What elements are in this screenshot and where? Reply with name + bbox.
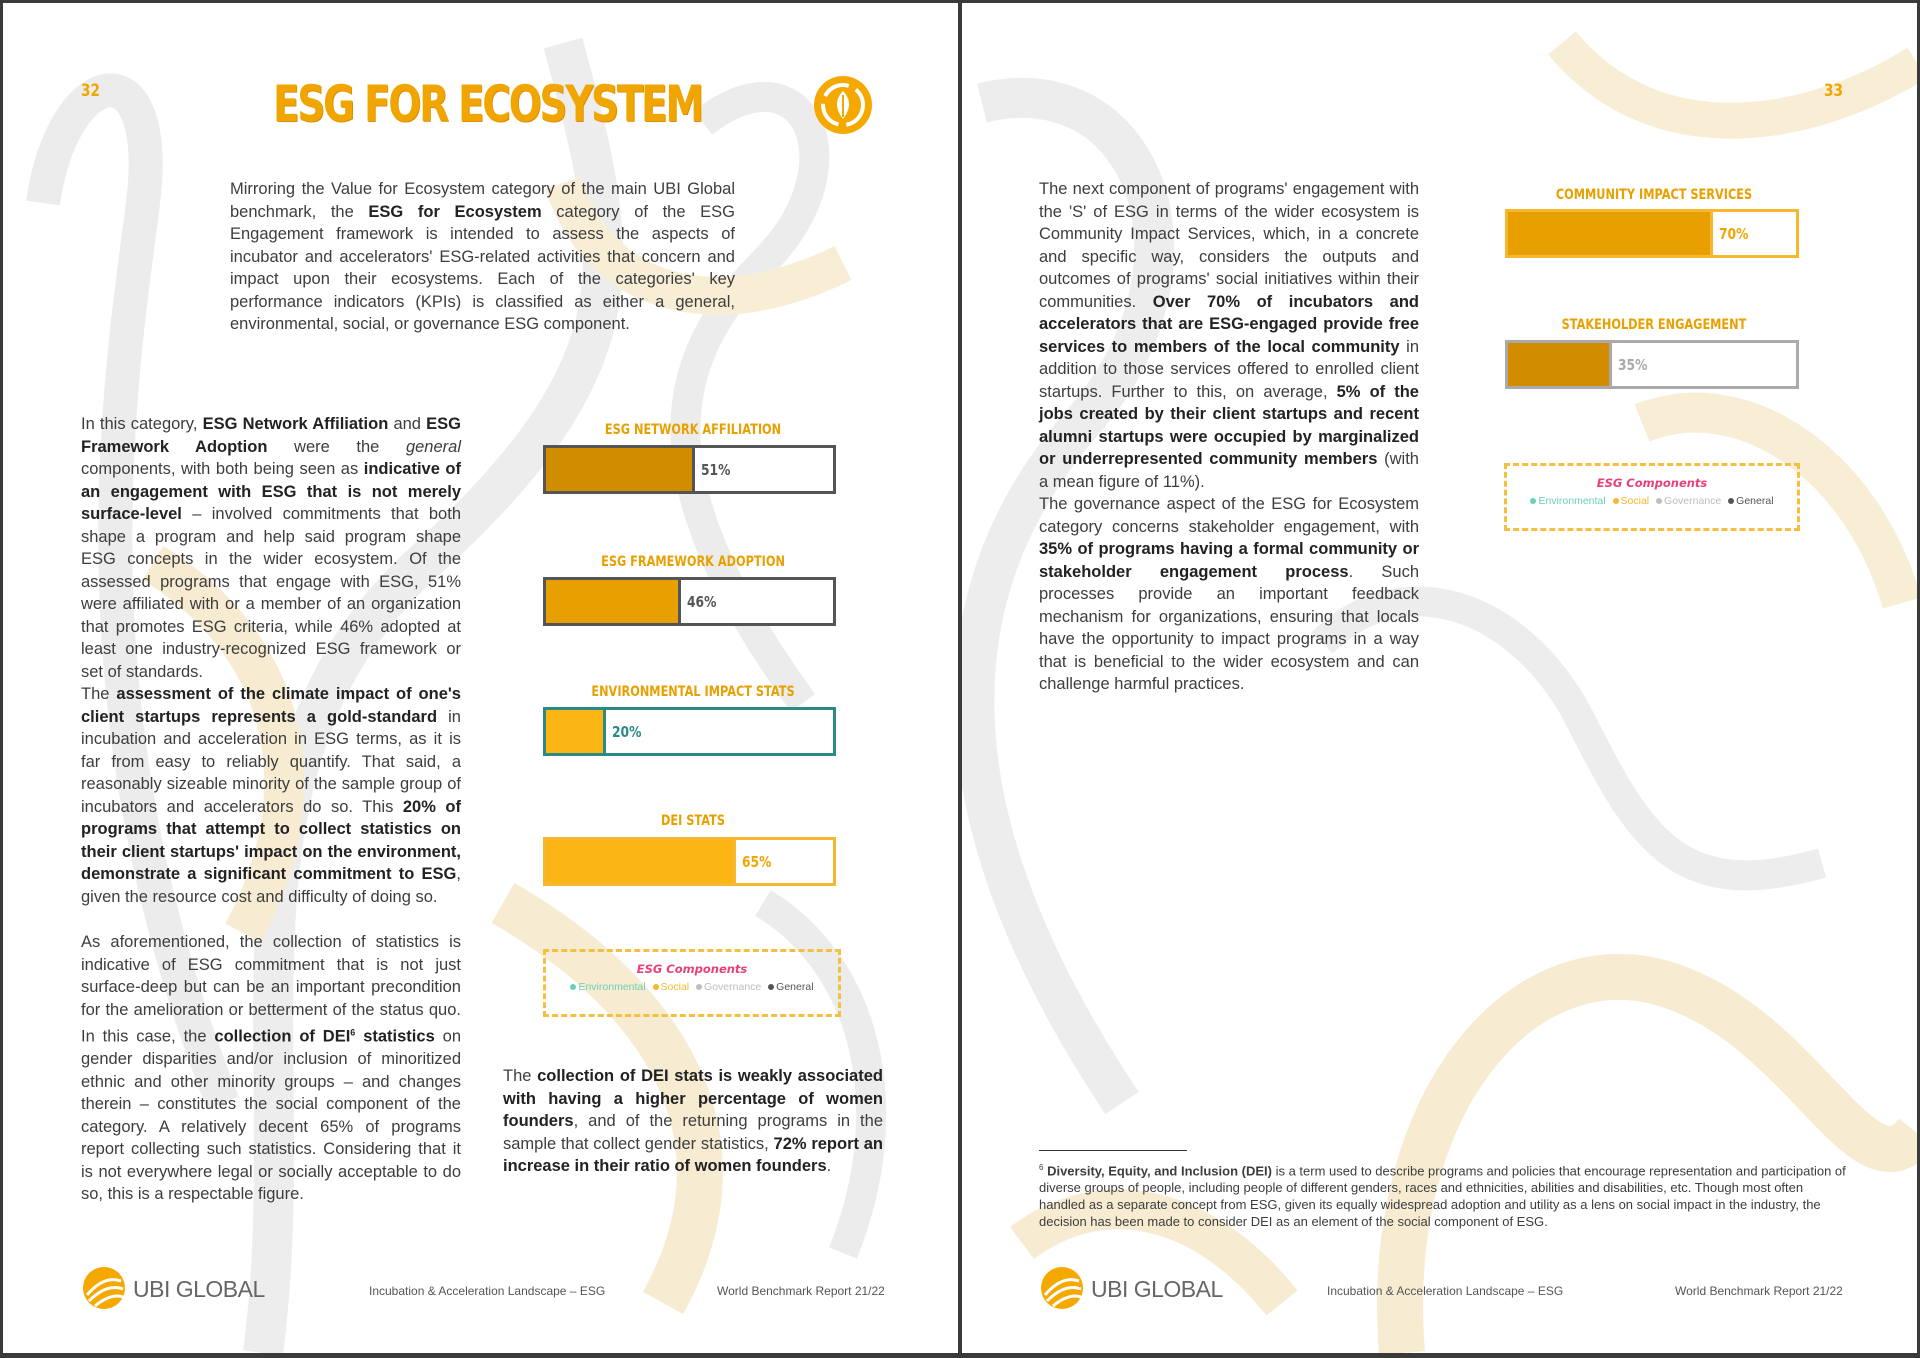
chart-title: ESG NETWORK AFFILIATION bbox=[604, 422, 782, 438]
bar-fill bbox=[546, 448, 695, 491]
footnote-divider bbox=[1039, 1150, 1187, 1151]
intro-paragraph: Mirroring the Value for Ecosystem category of the main UBI Global benchmark, the ESG for Ecosystem category of the ESG Engagement framework is intended to assess the aspects of incubator and accelerators' ESG-related activities that concern and impact upon their ecosystems. Each of the categories' key performance indicators (KPIs) is classified as either a general, environmental, social, or governance ESG component. bbox=[230, 180, 735, 333]
legend-items bbox=[546, 981, 838, 993]
bar-community-impact-services bbox=[1505, 209, 1799, 258]
bar-value-label: 35% bbox=[1618, 355, 1648, 374]
bar-value-label: 65% bbox=[742, 852, 772, 871]
dei-paragraph: As aforementioned, the collection of statistics is indicative of ESG commitment that is not just surface-deep but can be an important precondition for the amelioration or betterment of the status quo. In this case, the collection of DEI$^6$ statistics on gender disparities and/or inclusion of minoritized ethnic and other minority groups – and changes therein – constitutes the social component of the category. A relatively decent 65% of programs report collecting such statistics. Considering that it is not everywhere legal or socially acceptable to do so, this is a respectable figure. bbox=[81, 933, 461, 1203]
network-framework-paragraph: In this category, ESG Network Affiliation and ESG Framework Adoption were the general components, with both being seen as indicative of an engagement with ESG that is not merely surface-level – involved commitments that both shape a program and help said program shape ESG concepts in the wider ecosystem. Of the assessed programs that engage with ESG, 51% were affiliated with or a member of an organization that promotes ESG criteria, while 46% adopted at least one industry-recognized ESG framework or set of standards. bbox=[81, 415, 461, 681]
ubi-logo-text: UBI GLOBAL bbox=[1091, 1276, 1223, 1302]
legend-dot bbox=[653, 984, 659, 990]
climate-impact-paragraph: The assessment of the climate impact of one's client startups represents a gold-standard in incubation and acceleration in ESG terms, as it is far from easy to reliably quantify. That said, a reasonably sizeable minority of the sample group of incubators and accelerators do so. This 20% of programs that attempt to collect statistics on their client startups' impact on the environment, demonstrate a significant commitment to ESG, given the resource cost and difficulty of doing so. bbox=[81, 685, 461, 906]
legend-item-governance: Governance bbox=[696, 981, 761, 993]
bar-stakeholder-engagement bbox=[1505, 340, 1799, 389]
legend-item-social: Social bbox=[653, 981, 690, 993]
governance-paragraph: The governance aspect of the ESG for Ecosystem category concerns stakeholder engagement, with 35% of programs having a formal community or stakeholder engagement process. Such processes provide an important feedback mechanism for organizations, ensuring that locals have the opportunity to impact programs in a way that is beneficial to the wider ecosystem and can challenge harmful practices. bbox=[1039, 495, 1419, 693]
bar-fill bbox=[1508, 212, 1713, 255]
page-number: 33 bbox=[1824, 81, 1843, 101]
bar-fill bbox=[546, 840, 736, 883]
ecosystem-icon bbox=[811, 73, 875, 137]
footer-report: World Benchmark Report 21/22 bbox=[1675, 1284, 1843, 1298]
page-title: ESG FOR ECOSYSTEM bbox=[273, 75, 702, 133]
legend-dot bbox=[1728, 498, 1734, 504]
chart-title: COMMUNITY IMPACT SERVICES bbox=[1555, 187, 1753, 203]
bar-fill bbox=[546, 710, 606, 753]
legend-item-governance: Governance bbox=[1656, 495, 1721, 507]
bar-value-label: 20% bbox=[612, 722, 642, 741]
bar-environmental-impact-stats bbox=[543, 707, 836, 756]
ubi-logo-icon bbox=[1039, 1265, 1085, 1311]
footnote: $^6$ Diversity, Equity, and Inclusion (DEI) is a term used to describe programs and policies that encourage representation and participation of diverse groups of people, including people of different genders, races and ethnicities, abilities and disabilities, etc. Though most often handled as a separate concept from ESG, given its equally widespread adoption and utility as a lens on social impact in the industry, the decision has been made to consider DEI as an element of the social component of ESG. bbox=[1039, 1163, 1846, 1230]
legend-item-environmental: Environmental bbox=[1530, 495, 1605, 507]
legend-item-general: General bbox=[768, 981, 813, 993]
bar-esg-network-affiliation bbox=[543, 445, 836, 494]
legend-dot bbox=[1656, 498, 1662, 504]
bar-value-label: 51% bbox=[701, 460, 731, 479]
footer-section: Incubation & Acceleration Landscape – ESG bbox=[1327, 1284, 1564, 1298]
chart-title: STAKEHOLDER ENGAGEMENT bbox=[1561, 317, 1747, 333]
legend-item-environmental: Environmental bbox=[570, 981, 645, 993]
bar-value-label: 46% bbox=[687, 592, 717, 611]
left-page bbox=[3, 3, 958, 1353]
ubi-logo-icon bbox=[81, 1265, 127, 1311]
legend-dot bbox=[696, 984, 702, 990]
legend-dot bbox=[1613, 498, 1619, 504]
legend-dot bbox=[768, 984, 774, 990]
community-impact-paragraph: The next component of programs' engagement with the 'S' of ESG in terms of the wider ecosystem is Community Impact Services, which, in a concrete and specific way, considers the outputs and outcomes of programs' social initiatives within their communities. Over 70% of incubators and accelerators that are ESG-engaged provide free services to members of the local community in addition to those services offered to enrolled client startups. Further to this, on average, 5% of the jobs created by their client startups and recent alumni startups were occupied by marginalized or underrepresented community members (with a mean figure of 11%). bbox=[1039, 180, 1419, 491]
women-founders-paragraph: The collection of DEI stats is weakly associated with having a higher percentage of women founders, and of the returning programs in the sample that collect gender statistics, 72% report an increase in their ratio of women founders. bbox=[503, 1067, 884, 1175]
bar-dei-stats bbox=[543, 837, 836, 886]
bar-fill bbox=[546, 580, 681, 623]
bar-esg-framework-adoption bbox=[543, 577, 836, 626]
legend-title: ESG Components bbox=[636, 962, 748, 976]
footer-section: Incubation & Acceleration Landscape – ESG bbox=[369, 1284, 606, 1298]
chart-title: ENVIRONMENTAL IMPACT STATS bbox=[591, 684, 795, 700]
esg-components-legend bbox=[543, 949, 841, 1017]
right-page bbox=[962, 3, 1917, 1353]
legend-items bbox=[1507, 495, 1797, 507]
ubi-logo-text: UBI GLOBAL bbox=[133, 1276, 265, 1302]
legend-item-general: General bbox=[1728, 495, 1773, 507]
legend-dot bbox=[1530, 498, 1536, 504]
legend-title: ESG Components bbox=[1596, 476, 1708, 490]
esg-components-legend bbox=[1504, 463, 1800, 531]
chart-title: DEI STATS bbox=[661, 813, 725, 829]
legend-dot bbox=[570, 984, 576, 990]
chart-title: ESG FRAMEWORK ADOPTION bbox=[601, 554, 785, 570]
bar-fill bbox=[1508, 343, 1612, 386]
footer-report: World Benchmark Report 21/22 bbox=[717, 1284, 885, 1298]
legend-item-social: Social bbox=[1613, 495, 1650, 507]
page-number: 32 bbox=[81, 81, 100, 101]
bar-value-label: 70% bbox=[1719, 224, 1749, 243]
